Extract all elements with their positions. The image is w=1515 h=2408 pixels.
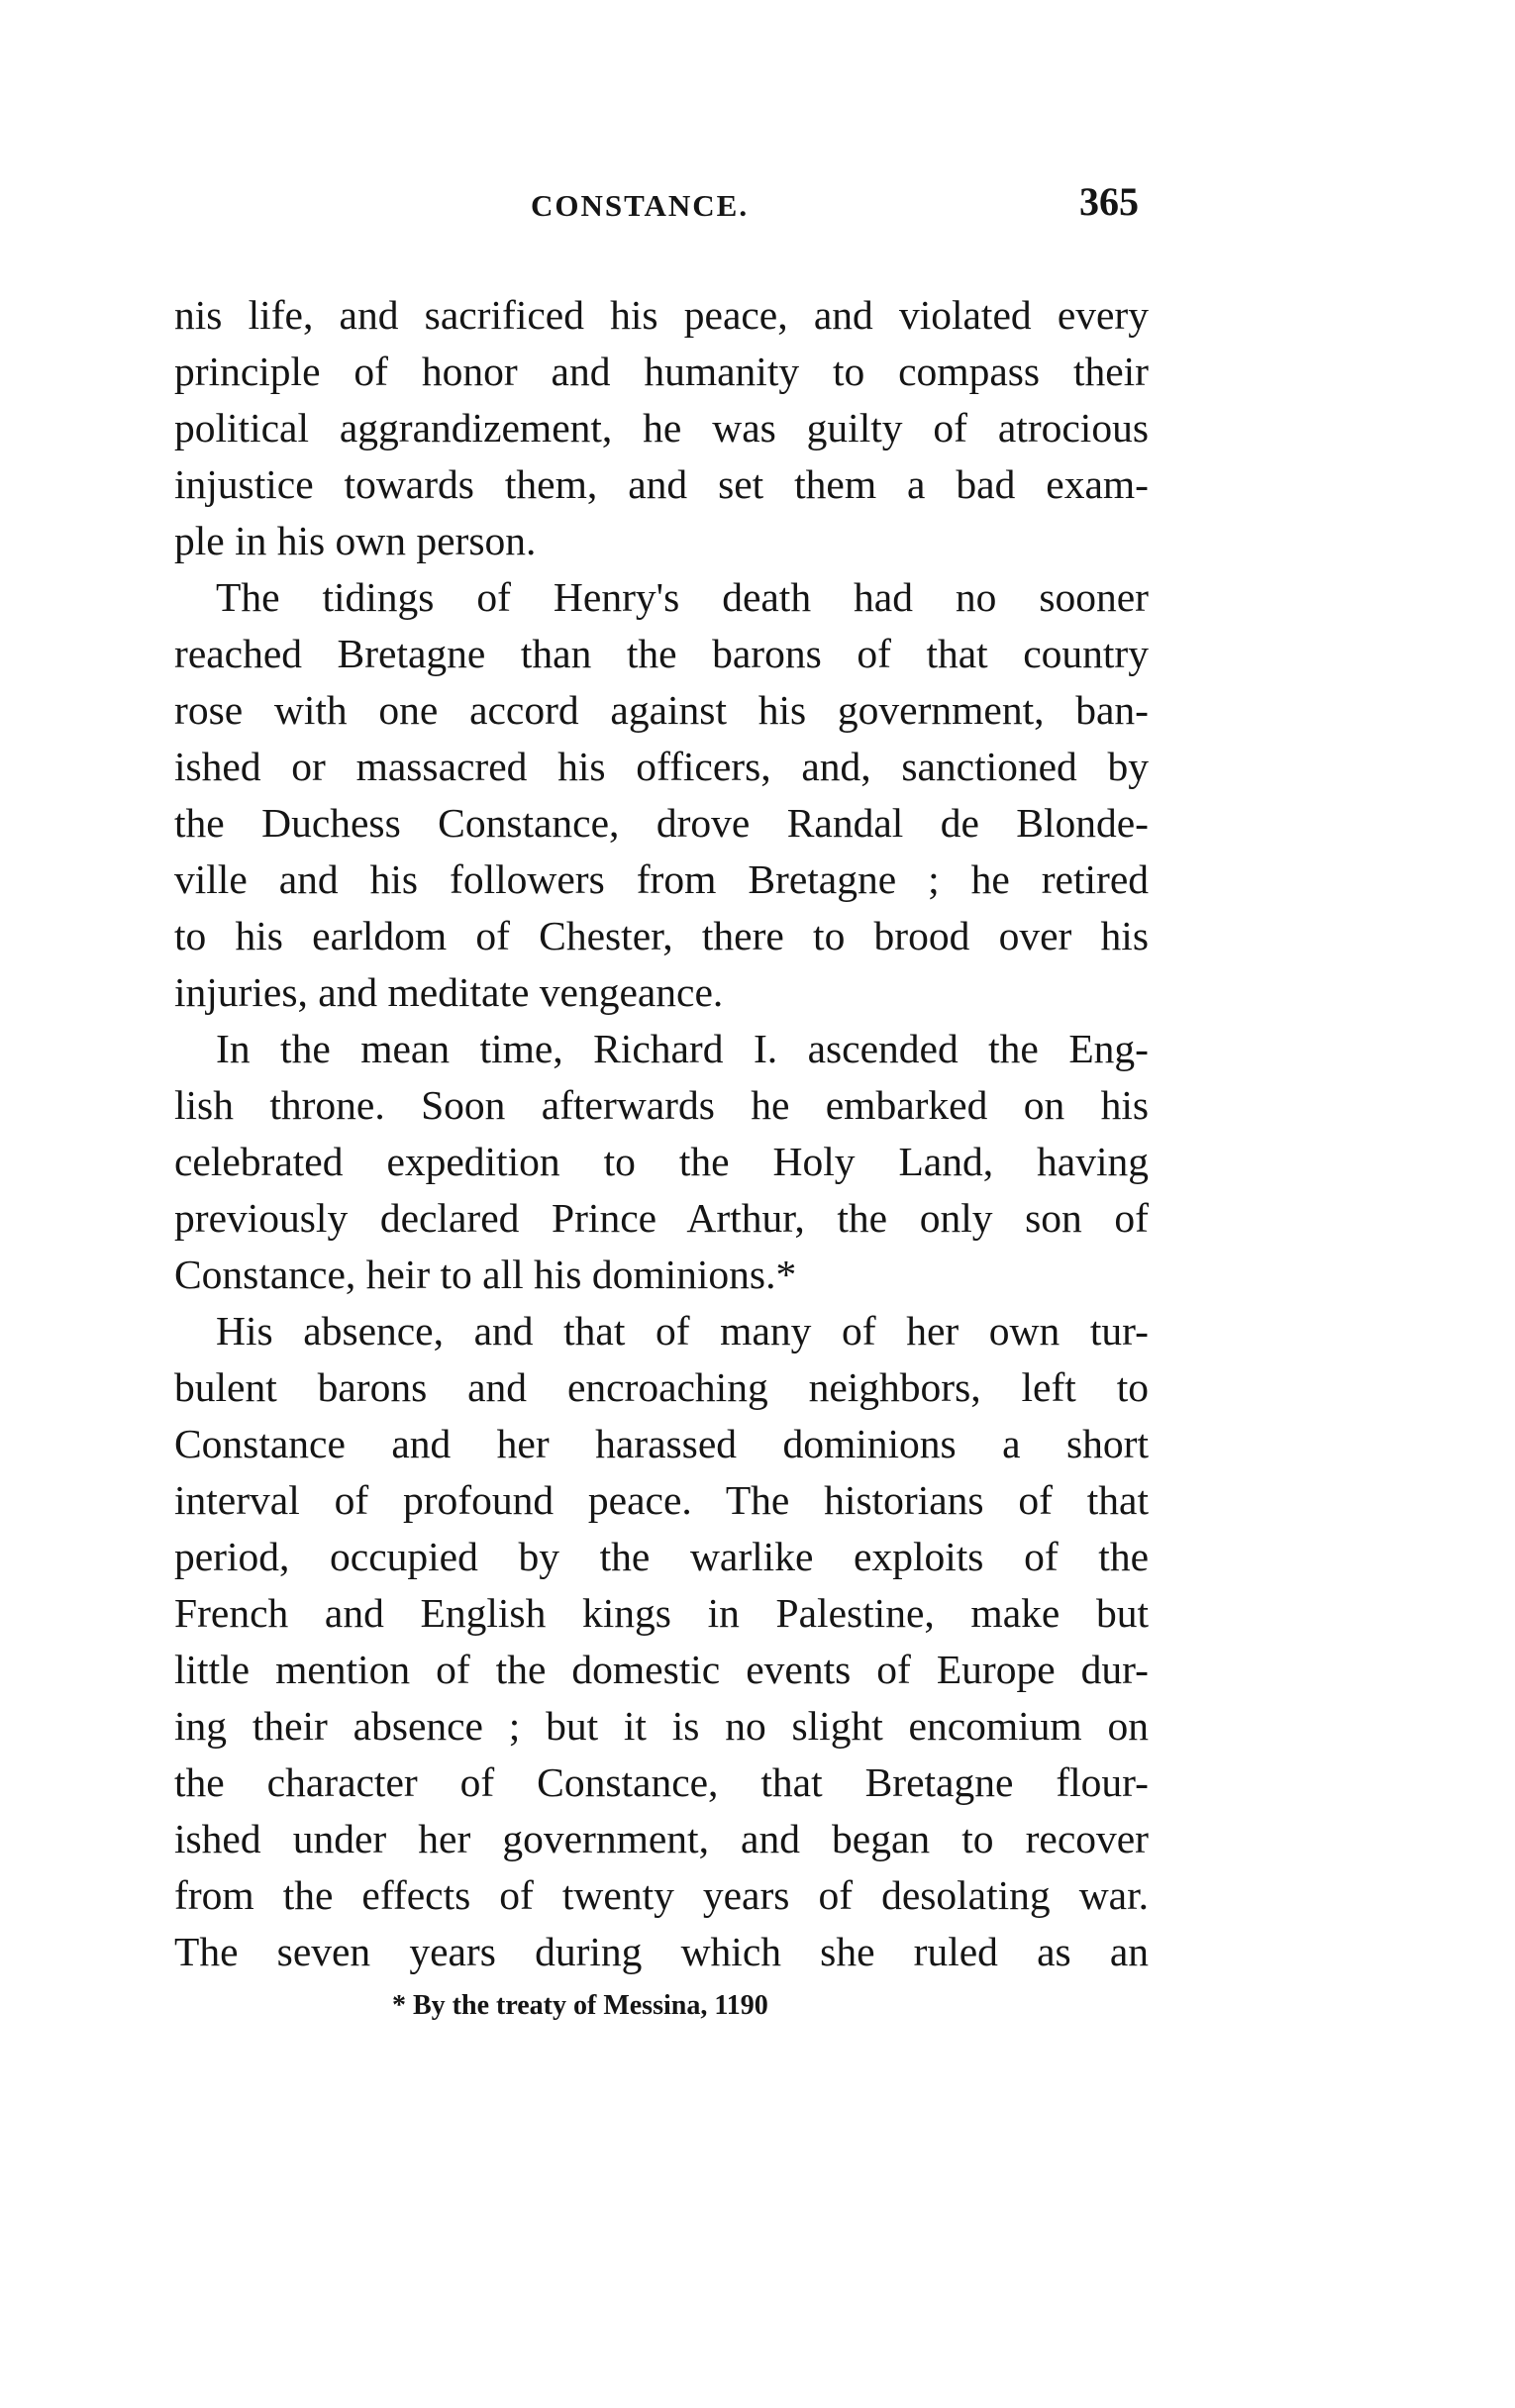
body-line-15: lish throne. Soon afterwards he embarked on his [174, 1082, 1149, 1128]
body-line-24: French and English kings in Palestine, make but [174, 1590, 1149, 1636]
body-line-23: period, occupied by the warlike exploits of the [174, 1534, 1149, 1579]
body-line-5: ple in his own person. [174, 518, 537, 563]
body-line-1: nis life, and sacrificed his peace, and violated every [174, 292, 1149, 338]
body-line-9: ished or massacred his officers, and, sanctioned by [174, 744, 1149, 789]
body-line-28: ished under her government, and began to recover [174, 1816, 1149, 1861]
body-line-26: ing their absence ; but it is no slight encomium on [174, 1703, 1149, 1749]
body-line-3: political aggrandizement, he was guilty of atrocious [174, 405, 1149, 451]
page-number: 365 [1079, 179, 1139, 224]
body-line-6: The tidings of Henry's death had no sooner [216, 574, 1149, 620]
body-line-29: from the effects of twenty years of desolating war. [174, 1872, 1149, 1918]
body-line-7: reached Bretagne than the barons of that country [174, 631, 1149, 676]
running-header-title: CONSTANCE. [531, 188, 750, 223]
body-line-19: His absence, and that of many of her own tur- [216, 1308, 1149, 1354]
body-line-4: injustice towards them, and set them a bad exam- [174, 461, 1149, 507]
body-line-8: rose with one accord against his government, ban- [174, 687, 1149, 733]
body-line-25: little mention of the domestic events of Europe dur- [174, 1647, 1149, 1692]
body-line-13: injuries, and meditate vengeance. [174, 969, 724, 1015]
body-line-20: bulent barons and encroaching neighbors, left to [174, 1364, 1149, 1410]
body-line-10: the Duchess Constance, drove Randal de Blonde- [174, 800, 1149, 846]
body-line-27: the character of Constance, that Bretagne flour- [174, 1759, 1149, 1805]
body-line-14: In the mean time, Richard I. ascended the Eng- [216, 1026, 1149, 1071]
body-line-22: interval of profound peace. The historians of that [174, 1477, 1149, 1523]
body-line-16: celebrated expedition to the Holy Land, having [174, 1139, 1149, 1184]
body-line-11: ville and his followers from Bretagne ; he retired [174, 856, 1149, 902]
body-line-30: The seven years during which she ruled as an [174, 1929, 1149, 1974]
footnote: * By the treaty of Messina, 1190 [392, 1990, 768, 2021]
body-line-18: Constance, heir to all his dominions.* [174, 1252, 797, 1297]
body-line-12: to his earldom of Chester, there to brood over his [174, 913, 1149, 958]
body-line-17: previously declared Prince Arthur, the only son of [174, 1195, 1149, 1241]
body-line-2: principle of honor and humanity to compass their [174, 349, 1149, 394]
body-line-21: Constance and her harassed dominions a short [174, 1421, 1149, 1466]
